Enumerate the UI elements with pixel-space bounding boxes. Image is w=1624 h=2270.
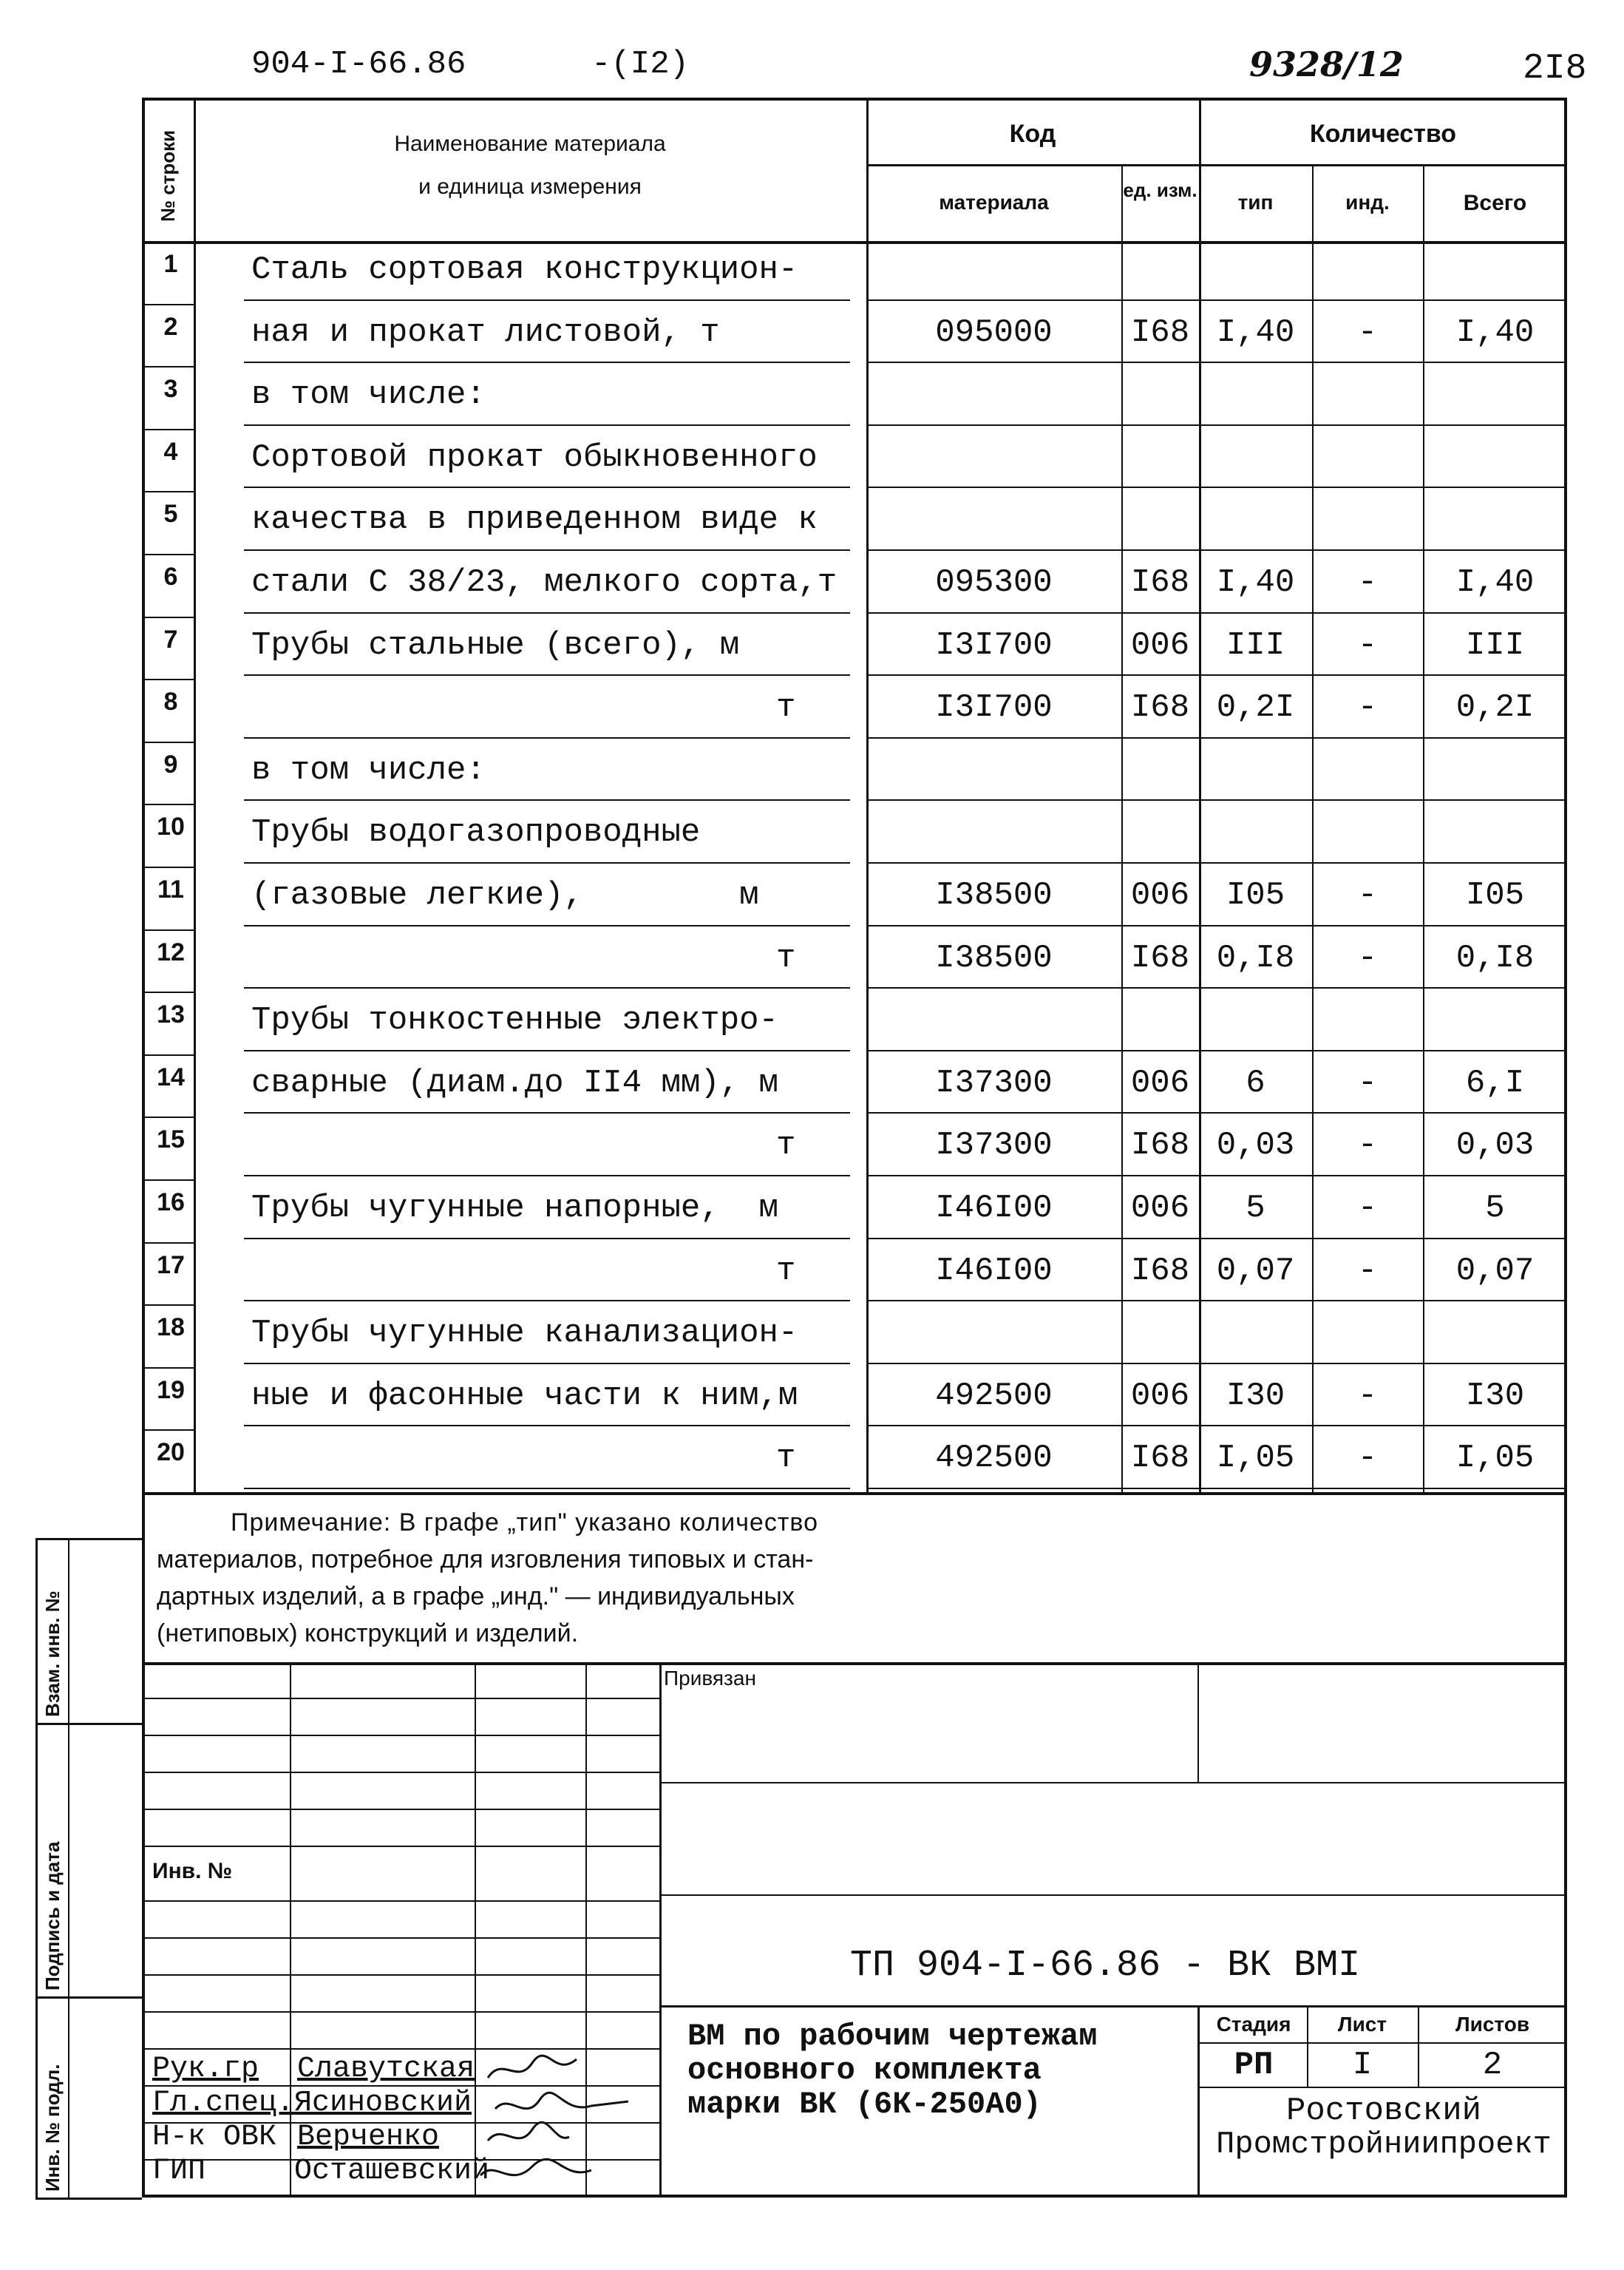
- row-rule: [142, 742, 194, 743]
- signer-role: Н-к ОВК: [152, 2121, 277, 2154]
- cell-ind: -: [1357, 877, 1378, 914]
- row-number: 2: [163, 312, 178, 341]
- cell-typ: 5: [1246, 1190, 1265, 1227]
- signer-name: Верченко: [297, 2121, 440, 2154]
- stamp-row-rule: [142, 1809, 659, 1810]
- header-material: материала: [939, 191, 1049, 214]
- row-rule: [866, 1425, 1567, 1426]
- cell-ind: -: [1357, 689, 1378, 727]
- cell-total: I05: [1465, 877, 1525, 914]
- row-number: 13: [157, 1000, 185, 1029]
- stamp-row-rule: [142, 1698, 659, 1699]
- cell-unit: I68: [1130, 1440, 1190, 1477]
- side-label-inv-podl: Инв. № подл.: [41, 2064, 64, 2192]
- cell-unit: I68: [1130, 939, 1190, 977]
- signer-name: Осташевский: [294, 2155, 490, 2188]
- cell-unit: 006: [1130, 1190, 1190, 1227]
- col-divider: [1423, 164, 1424, 1492]
- cell-typ: I,40: [1216, 564, 1295, 601]
- cell-total: 0,I8: [1455, 939, 1535, 977]
- org-line2: Промстройниипроект: [1216, 2127, 1552, 2162]
- signer-role: Рук.гр: [152, 2053, 259, 2086]
- writing-line: [244, 1238, 850, 1239]
- header-total: Всего: [1463, 191, 1527, 215]
- header-qty-group: Количество: [1309, 120, 1457, 148]
- writing-line: [244, 612, 850, 614]
- row-number: 9: [163, 750, 178, 779]
- side-strip-rule: [35, 2198, 142, 2200]
- cell-unit: 006: [1130, 1064, 1190, 1102]
- stamp-top-rule: [142, 1662, 1567, 1665]
- note-line: дартных изделий, а в графе „инд." — индивидуальных: [157, 1582, 795, 1610]
- material-name: Сортовой прокат обыкновенного: [251, 438, 818, 476]
- cell-ind: -: [1357, 939, 1378, 977]
- material-name: т: [776, 939, 796, 977]
- material-name: в том числе:: [251, 376, 486, 414]
- row-number: 16: [157, 1188, 185, 1216]
- row-number: 1: [163, 250, 178, 278]
- stamp-row-rule: [659, 2005, 1567, 2008]
- table-bottom-rule: [142, 1492, 1567, 1495]
- row-rule: [866, 737, 1567, 739]
- row-number: 18: [157, 1313, 185, 1342]
- cell-unit: 006: [1130, 626, 1190, 664]
- stamp-row-rule: [142, 1900, 659, 1902]
- stamp-row-rule: [1197, 2042, 1567, 2044]
- row-number: 15: [157, 1125, 185, 1154]
- row-number: 17: [157, 1250, 185, 1279]
- stamp-row-rule: [142, 1772, 659, 1773]
- header-unit: ед. изм.: [1123, 179, 1197, 201]
- writing-line: [244, 424, 850, 426]
- row-number: 6: [163, 563, 178, 591]
- cell-unit: I68: [1130, 1252, 1190, 1290]
- side-strip-rule: [35, 1723, 142, 1725]
- note-line: (нетиповых) конструкций и изделий.: [157, 1619, 579, 1647]
- material-name: ная и прокат листовой, т: [251, 314, 720, 351]
- cell-ind: -: [1357, 626, 1378, 664]
- cell-code: 095300: [935, 564, 1053, 601]
- cell-total: I,40: [1455, 314, 1535, 351]
- stamp-row-rule: [142, 1974, 659, 1976]
- row-rule: [866, 1363, 1567, 1364]
- writing-line: [244, 1175, 850, 1176]
- doc-designation: ТП 904-I-66.86 - ВК ВМI: [850, 1945, 1361, 1987]
- material-name: в том числе:: [251, 751, 486, 789]
- header-code-group: Код: [1009, 120, 1056, 148]
- cell-typ: I,05: [1216, 1440, 1295, 1477]
- cell-typ: 6: [1246, 1064, 1265, 1102]
- writing-line: [244, 1425, 850, 1426]
- writing-line: [244, 1112, 850, 1114]
- cell-typ: 0,2I: [1216, 689, 1295, 727]
- cell-total: I30: [1465, 1377, 1525, 1414]
- cell-total: 0,2I: [1455, 689, 1535, 727]
- material-name: Трубы стальные (всего), м: [251, 626, 740, 664]
- row-rule: [866, 612, 1567, 614]
- writing-line: [244, 549, 850, 551]
- material-name: т: [776, 1440, 796, 1477]
- cell-typ: 0,07: [1216, 1252, 1295, 1290]
- stamp-divider: [1197, 2005, 1200, 2198]
- cell-total: III: [1465, 626, 1525, 664]
- material-name: Трубы чугунные напорные, м: [251, 1190, 778, 1227]
- cell-total: I,05: [1455, 1440, 1535, 1477]
- cell-total: 0,03: [1455, 1127, 1535, 1165]
- row-rule: [866, 1175, 1567, 1176]
- header-ind: инд.: [1345, 191, 1390, 214]
- row-number: 12: [157, 938, 185, 966]
- writing-line: [244, 862, 850, 864]
- row-number: 11: [157, 875, 184, 904]
- header-typ: тип: [1237, 191, 1274, 214]
- cell-ind: -: [1357, 1440, 1378, 1477]
- row-number: 4: [163, 437, 178, 466]
- note-line: материалов, потребное для изговления типовых и стан-: [157, 1545, 814, 1573]
- cell-unit: I68: [1130, 689, 1190, 727]
- handwritten-signatures: [473, 2048, 665, 2196]
- cell-unit: I68: [1130, 1127, 1190, 1165]
- writing-line: [244, 1050, 850, 1051]
- archive-number: 9328/12: [1249, 44, 1404, 84]
- doc-title-line: ВМ по рабочим чертежам: [687, 2019, 1098, 2054]
- stamp-row-rule: [142, 1846, 659, 1847]
- row-rule: [142, 679, 194, 680]
- row-number: 10: [157, 813, 185, 841]
- row-rule: [142, 617, 194, 618]
- cell-ind: -: [1357, 564, 1378, 601]
- cell-code: I46I00: [935, 1190, 1053, 1227]
- writing-line: [244, 487, 850, 488]
- cell-code: 492500: [935, 1440, 1053, 1477]
- row-rule: [142, 1429, 194, 1431]
- cell-ind: -: [1357, 1064, 1378, 1102]
- document-code: 904-I-66.86: [251, 46, 466, 83]
- material-name: ные и фасонные части к ним,м: [251, 1377, 798, 1414]
- side-strip-divider: [68, 1538, 69, 2198]
- material-name: сварные (диам.до II4 мм), м: [251, 1064, 778, 1102]
- row-rule: [142, 1179, 194, 1181]
- side-label-vzam: Взам. инв. №: [41, 1590, 64, 1717]
- row-number: 19: [157, 1375, 185, 1404]
- cell-typ: I,40: [1216, 314, 1295, 351]
- writing-line: [244, 1363, 850, 1364]
- signer-role: Гл.спец.: [152, 2087, 295, 2120]
- col-divider: [1312, 164, 1314, 1492]
- material-name: т: [776, 689, 796, 727]
- writing-line: [244, 362, 850, 363]
- header-rule: [866, 164, 1567, 166]
- col-divider: [1121, 164, 1123, 1492]
- stamp-divider: [1197, 1664, 1199, 1782]
- cell-typ: 0,I8: [1216, 939, 1295, 977]
- row-rule: [866, 799, 1567, 801]
- note-line: Примечание: В графе „тип" указано количество: [231, 1508, 818, 1537]
- header-row-no: № строки: [157, 129, 179, 222]
- row-rule: [866, 487, 1567, 488]
- row-rule: [142, 491, 194, 492]
- material-name: Сталь сортовая конструкцион-: [251, 251, 798, 288]
- row-rule: [866, 674, 1567, 676]
- cell-total: 5: [1485, 1190, 1505, 1227]
- cell-code: 095000: [935, 314, 1053, 351]
- cell-typ: I30: [1226, 1377, 1285, 1414]
- writing-line: [244, 299, 850, 301]
- row-number: 3: [163, 375, 178, 404]
- sheets-label: Листов: [1455, 2013, 1530, 2036]
- row-rule: [142, 992, 194, 993]
- writing-line: [244, 925, 850, 926]
- row-rule: [142, 554, 194, 555]
- cell-ind: -: [1357, 1127, 1378, 1165]
- cell-code: I38500: [935, 939, 1053, 977]
- privyazan-label: Привязан: [664, 1667, 756, 1690]
- material-name: Трубы водогазопроводные: [251, 814, 701, 852]
- stamp-row-rule: [142, 2011, 659, 2013]
- stamp-row-rule: [142, 1937, 659, 1939]
- side-label-podpis: Подпись и дата: [41, 1841, 64, 1991]
- cell-code: I38500: [935, 877, 1053, 914]
- cell-code: 492500: [935, 1377, 1053, 1414]
- row-rule: [142, 1117, 194, 1118]
- row-rule: [142, 1304, 194, 1306]
- row-rule: [866, 1488, 1567, 1489]
- row-number: 20: [157, 1438, 185, 1467]
- row-rule: [866, 925, 1567, 926]
- cell-unit: I68: [1130, 314, 1190, 351]
- row-number: 8: [163, 688, 178, 716]
- row-rule: [142, 1367, 194, 1369]
- side-strip-rule: [35, 1996, 142, 1999]
- page-number: 2I8: [1523, 49, 1587, 89]
- writing-line: [244, 799, 850, 801]
- header-name-line1: Наименование материала: [394, 132, 666, 156]
- row-rule: [142, 867, 194, 868]
- material-name: качества в приведенном виде к: [251, 501, 818, 539]
- stamp-row-rule: [659, 1782, 1567, 1783]
- cell-ind: -: [1357, 1377, 1378, 1414]
- cell-code: I3I700: [935, 626, 1053, 664]
- stage-label: Стадия: [1216, 2013, 1291, 2036]
- row-rule: [866, 1300, 1567, 1301]
- material-name: (газовые легкие), м: [251, 877, 759, 914]
- row-rule: [142, 929, 194, 931]
- row-rule: [866, 1050, 1567, 1051]
- cell-typ: III: [1226, 626, 1285, 664]
- row-rule: [142, 1242, 194, 1244]
- cell-ind: -: [1357, 314, 1378, 351]
- side-strip-edge: [35, 1538, 38, 2198]
- row-rule: [866, 299, 1567, 301]
- material-name: т: [776, 1127, 796, 1165]
- doc-title-line: основного комплекта: [687, 2053, 1042, 2088]
- row-rule: [866, 1238, 1567, 1239]
- row-number: 7: [163, 625, 178, 654]
- cell-ind: -: [1357, 1252, 1378, 1290]
- cell-code: I37300: [935, 1127, 1053, 1165]
- sheets-value: 2: [1482, 2047, 1503, 2084]
- row-rule: [866, 987, 1567, 989]
- inv-no-label: Инв. №: [152, 1859, 233, 1883]
- writing-line: [244, 987, 850, 989]
- cell-total: 6,I: [1465, 1064, 1525, 1102]
- cell-typ: 0,03: [1216, 1127, 1295, 1165]
- document-suffix: -(I2): [591, 46, 690, 83]
- cell-unit: 006: [1130, 877, 1190, 914]
- writing-line: [244, 737, 850, 739]
- cell-code: I3I700: [935, 689, 1053, 727]
- row-number: 5: [163, 500, 178, 529]
- row-rule: [142, 804, 194, 805]
- stamp-row-rule: [1197, 2087, 1567, 2088]
- row-rule: [866, 549, 1567, 551]
- cell-unit: I68: [1130, 564, 1190, 601]
- stamp-row-rule: [142, 1735, 659, 1736]
- material-name: стали С 38/23, мелкого сорта,т: [251, 564, 838, 601]
- writing-line: [244, 674, 850, 676]
- row-rule: [866, 862, 1567, 864]
- sheet-value: I: [1352, 2047, 1373, 2084]
- cell-total: I,40: [1455, 564, 1535, 601]
- cell-code: I46I00: [935, 1252, 1053, 1290]
- signer-name: Ясиновский: [294, 2087, 472, 2120]
- cell-unit: 006: [1130, 1377, 1190, 1414]
- cell-total: 0,07: [1455, 1252, 1535, 1290]
- material-name: т: [776, 1252, 796, 1290]
- row-rule: [866, 362, 1567, 363]
- cell-code: I37300: [935, 1064, 1053, 1102]
- sheet-label: Лист: [1337, 2013, 1387, 2036]
- material-name: Трубы тонкостенные электро-: [251, 1002, 778, 1040]
- doc-title-line: марки ВК (6К-250А0): [687, 2087, 1042, 2122]
- row-rule: [142, 366, 194, 367]
- cell-ind: -: [1357, 1190, 1378, 1227]
- col-divider: [194, 98, 196, 1492]
- org-line1: Ростовский: [1285, 2093, 1482, 2130]
- stage-value: РП: [1234, 2047, 1274, 2084]
- header-rule: [142, 241, 1567, 244]
- writing-line: [244, 1488, 850, 1489]
- row-rule: [142, 1054, 194, 1056]
- side-strip-rule: [35, 1538, 142, 1540]
- signer-role: ГИП: [152, 2155, 206, 2188]
- stamp-row-rule: [659, 1894, 1567, 1896]
- signer-name: Славутская: [297, 2053, 475, 2086]
- row-number: 14: [157, 1063, 185, 1091]
- cell-typ: I05: [1226, 877, 1285, 914]
- row-rule: [866, 424, 1567, 426]
- row-rule: [142, 304, 194, 305]
- row-rule: [142, 429, 194, 430]
- header-name-line2: и единица измерения: [418, 175, 642, 199]
- material-name: Трубы чугунные канализацион-: [251, 1315, 798, 1352]
- writing-line: [244, 1300, 850, 1301]
- row-rule: [866, 1112, 1567, 1114]
